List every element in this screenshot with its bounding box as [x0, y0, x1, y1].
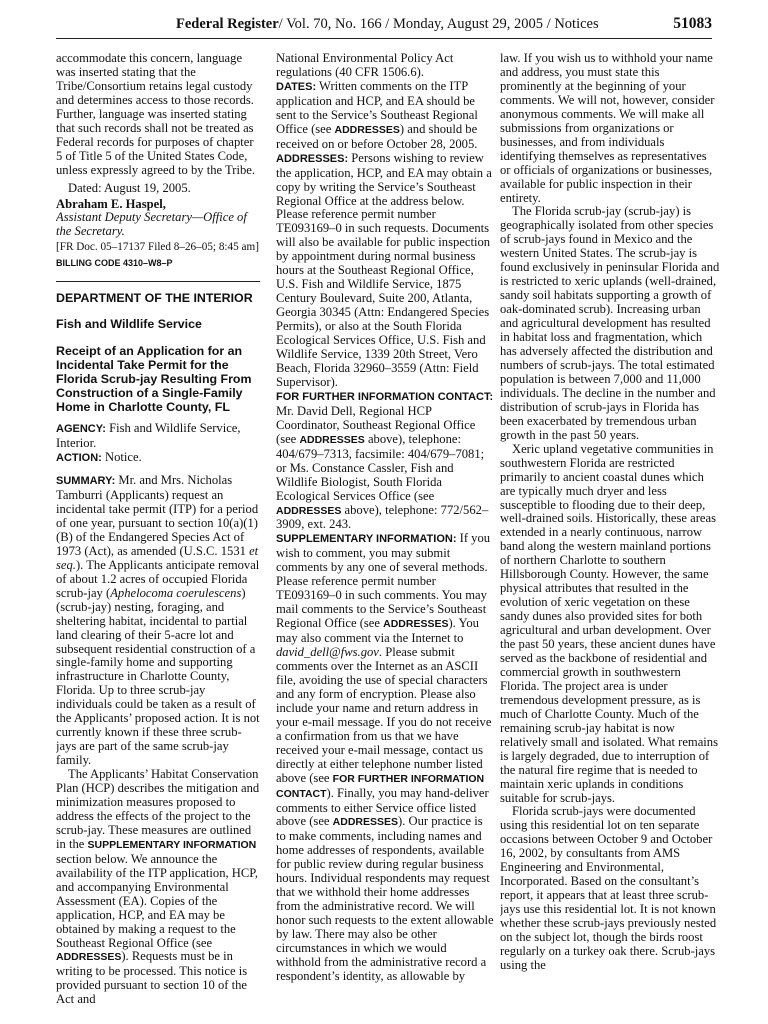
- department-heading: DEPARTMENT OF THE INTERIOR: [56, 291, 253, 306]
- addresses-label: ADDRESSES:: [276, 152, 349, 165]
- billing-code: BILLING CODE 4310–W8–P: [56, 258, 173, 269]
- summary-paragraph: [56, 474, 260, 768]
- signer-name: Abraham E. Haspel,: [56, 196, 166, 211]
- email-link[interactable]: david_dell@fws.gov: [276, 645, 379, 660]
- column-3: [500, 52, 720, 1020]
- continued-paragraph: law. If you wish us to withhold your name and address, you must state this prominently at the beginning of your comments. We will not, however, consider anonymous comments. We will make all submissions from organizations or businesses, and from individuals identifying themselves as representatives or officials of organizations or businesses, available for public inspection in their entirety.: [500, 52, 715, 205]
- addresses-ref: ADDRESSES: [299, 433, 365, 446]
- et-seq: et seq.: [56, 543, 259, 572]
- dates-text-b: ) and should be received on or before October 28, 2005.: [276, 121, 478, 151]
- contact-label: FOR FURTHER INFORMATION CONTACT:: [276, 390, 494, 403]
- supp-text-c: . Please submit comments over the Internet as an ASCII file, avoiding the use of special characters and any form of encryption. Please also include your name and return address in your e-mail message. If you do not receive a confirmation from us that we have received your e-mail message, contact us directly at either telephone number listed above (see: [276, 645, 492, 785]
- action-label: ACTION:: [56, 452, 102, 465]
- addresses-ref: ADDRESSES: [56, 951, 122, 964]
- action-paragraph: [56, 451, 260, 466]
- section-divider: [56, 281, 260, 282]
- agency-paragraph: [56, 422, 260, 451]
- contact-paragraph: [276, 390, 494, 533]
- action-text: Notice.: [101, 450, 142, 465]
- summary-text-a: Mr. and Mrs. Nicholas Tamburri (Applicants) request an incidental take permit (ITP) for a period of one year, pursuant to section 10(a)(1)(B) of the Endangered Species Act of 1973 (Act), as amended (U.S.C. 1531: [56, 473, 259, 558]
- hcp-text-c: ). Requests must be in writing to be processed. This notice is provided pursuant to section 10 of the Act and: [56, 949, 248, 1007]
- page-number: 51083: [673, 15, 712, 32]
- summary-text-c: ) (scrub-jay) nesting, foraging, and sheltering habitat, incidental to partial land clearing of their 5-acre lot and subsequent residential construction of a single-family home and supporting infrastructure in Charlotte County, Florida. Up to three scrub-jay individuals could be taken as a result of the Applicants’ proposed action. It is not currently known if these three scrub-jays are part of the same scrub-jay family.: [56, 585, 260, 768]
- addresses-ref-2: ADDRESSES: [276, 504, 342, 517]
- summary-label: SUMMARY:: [56, 475, 116, 488]
- scrubjay-paragraph: The Florida scrub-jay (scrub-jay) is geographically isolated from other species of scrub-jays found in Mexico and the western United States. The scrub-jay is found exclusively in peninsular Florida and is restricted to xeric uplands (well-drained, sandy soil habitats supporting a growth of oak-dominated scrub). Increasing urban and agricultural development has resulted in habitat loss and fragmentation, which has adversely affected the distribution and numbers of scrub-jays. The total estimated population is between 7,000 and 11,000 individuals. The decline in the number and distribution of scrub-jays in Florida has been exacerbated by tremendous urban growth in the past 50 years.: [500, 204, 720, 442]
- signer-title: Assistant Deputy Secretary—Office of the Secretary.: [56, 210, 247, 239]
- addresses-ref: ADDRESSES: [383, 618, 449, 631]
- contact-text-a: Mr. David Dell, Regional HCP Coordinator, Southeast Regional Office (see: [276, 403, 476, 446]
- supplementary-paragraph: [276, 532, 494, 984]
- dated-line: Dated: August 19, 2005.: [68, 180, 191, 195]
- journal-name: Federal Register: [176, 16, 279, 32]
- column-1: [56, 52, 260, 1020]
- document-title: Receipt of an Application for an Incidental Take Permit for the Florida Scrub-jay Resulting From Construction of a Single-Family Home in Charlotte County, FL: [56, 344, 252, 415]
- issue-info: / Vol. 70, No. 166 / Monday, August 29, 2005 / Notices: [278, 16, 599, 32]
- agency-heading: Fish and Wildlife Service: [56, 317, 202, 332]
- supp-text-a: If you wish to comment, you may submit comments by any one of several methods. Please reference permit number TE093169–0 in such comments. You may mail comments to the Service’s Southeast Regional Office (see: [276, 531, 491, 631]
- supp-text-d: ). Finally, you may hand-deliver comments to either Service office listed above (see: [276, 785, 489, 829]
- page-header: [56, 14, 712, 39]
- fr-doc-line: [FR Doc. 05–17137 Filed 8–26–05; 8:45 am]: [56, 241, 259, 254]
- addresses-ref-2: ADDRESSES: [332, 816, 399, 829]
- continued-paragraph: National Environmental Policy Act regulations (40 CFR 1506.6).: [276, 52, 454, 79]
- addresses-paragraph: [276, 152, 494, 390]
- species-name: Aphelocoma coerulescens: [110, 585, 242, 600]
- continued-paragraph: accommodate this concern, language was inserted stating that the Tribe/Consortium retains legal custody and determines access to those records. Further, language was inserted stating that such records shall not be treated as Federal records for purposes of chapter 5 of Title 5 of the United States Code, unless expressly agreed to by the Tribe.: [56, 52, 256, 177]
- agency-text: Fish and Wildlife Service, Interior.: [56, 421, 241, 451]
- hcp-text-a: The Applicants’ Habitat Conservation Plan (HCP) describes the mitigation and minimization measures proposed to address the effects of the project to the scrub-jay. These measures are outlined in the: [56, 767, 260, 851]
- dates-paragraph: [276, 80, 494, 152]
- summary-text-b: ). The Applicants anticipate removal of about 1.2 acres of occupied Florida scrub-jay (: [56, 557, 260, 600]
- supp-text-b: ). You may also comment via the Internet to: [276, 616, 479, 646]
- fic-ref: FOR FURTHER INFORMATION CONTACT: [276, 772, 485, 800]
- running-head: [176, 16, 599, 33]
- contact-text-b: above), telephone: 404/679–7313, facsimile: 404/679–7081; or Ms. Constance Cassler, Fish and Wildlife Biologist, South Florida Ecological Services Office (see: [276, 431, 485, 503]
- supp-text-e: ). Our practice is to make comments, including names and home addresses of respondents, available for public review during regular business hours. Individual respondents may request that we withhold their home addresses from the administrative record. We will honor such requests to the extent allowable by law. There may also be other circumstances in which we would withhold from the administrative record a respondent’s identity, as allowable by: [276, 814, 494, 983]
- documented-paragraph: Florida scrub-jays were documented using this residential lot on ten separate occasions between October 9 and October 16, 2002, by consultants from AMS Engineering and Environmental, Incorporated. Based on the consultant’s report, it appears that at least three scrub-jays use this residential lot. It is not known whether these scrub-jays previously nested on the subject lot, though the birds roost regularly on a turkey oak there. Scrub-jays using the: [500, 804, 717, 972]
- hcp-paragraph: [56, 768, 260, 1007]
- addresses-text: Persons wishing to review the application, HCP, and EA may obtain a copy by writing the Service’s Southeast Regional Office at the address below. Please reference permit number TE093169–0 in such requests. Documents will also be available for public inspection by appointment during normal business hours at the Southeast Regional Office, U.S. Fish and Wildlife Service, 1875 Century Boulevard, Suite 200, Atlanta, Georgia 30345 (Attn: Endangered Species Permits), or also at the South Florida Ecological Services Office, U.S. Fish and Wildlife Service, 1339 20th Street, Vero Beach, Florida 32960–3559 (Attn: Field Supervisor).: [276, 150, 492, 389]
- column-2: [276, 52, 494, 1020]
- agency-label: AGENCY:: [56, 423, 106, 436]
- contact-text-c: above), telephone: 772/562–3909, ext. 243.: [276, 502, 489, 532]
- dates-label: DATES:: [276, 80, 317, 93]
- addresses-ref: ADDRESSES: [334, 123, 400, 136]
- supp-info-ref: SUPPLEMENTARY INFORMATION: [87, 838, 257, 851]
- supplementary-label: SUPPLEMENTARY INFORMATION:: [276, 533, 457, 546]
- xeric-paragraph: Xeric upland vegetative communities in southwestern Florida are restricted primarily to ancient coastal dunes which are typically much dryer and less susceptible to flooding due to their deep, well-drained soils. Historically, these areas extended in a nearly continuous, narrow band along the western mainland portions of northern Charlotte to southern Hillsborough County. However, the same physical attributes that resulted in the evolution of xeric vegetation on these sandy dunes also provided sites for both agricultural and urban development. Over the past 50 years, these ancient dunes have served as the backbone of residential and commercial growth in southwestern Florida. The project area is under tremendous development pressure, as is much of Charlotte County. Much of the remaining scrub-jay habitat is now relatively small and isolated. What remains is largely degraded, due to interruption of the natural fire regime that is needed to maintain xeric uplands in conditions suitable for scrub-jays.: [500, 441, 718, 805]
- dates-text-a: Written comments on the ITP application and HCP, and EA should be sent to the Service’s Southeast Regional Office (see: [276, 78, 478, 136]
- hcp-text-b: section below. We announce the availability of the ITP application, HCP, and accompanying Environmental Assessment (EA). Copies of the application, HCP, and EA may be obtained by making a request to the Southeast Regional Office (see: [56, 851, 259, 950]
